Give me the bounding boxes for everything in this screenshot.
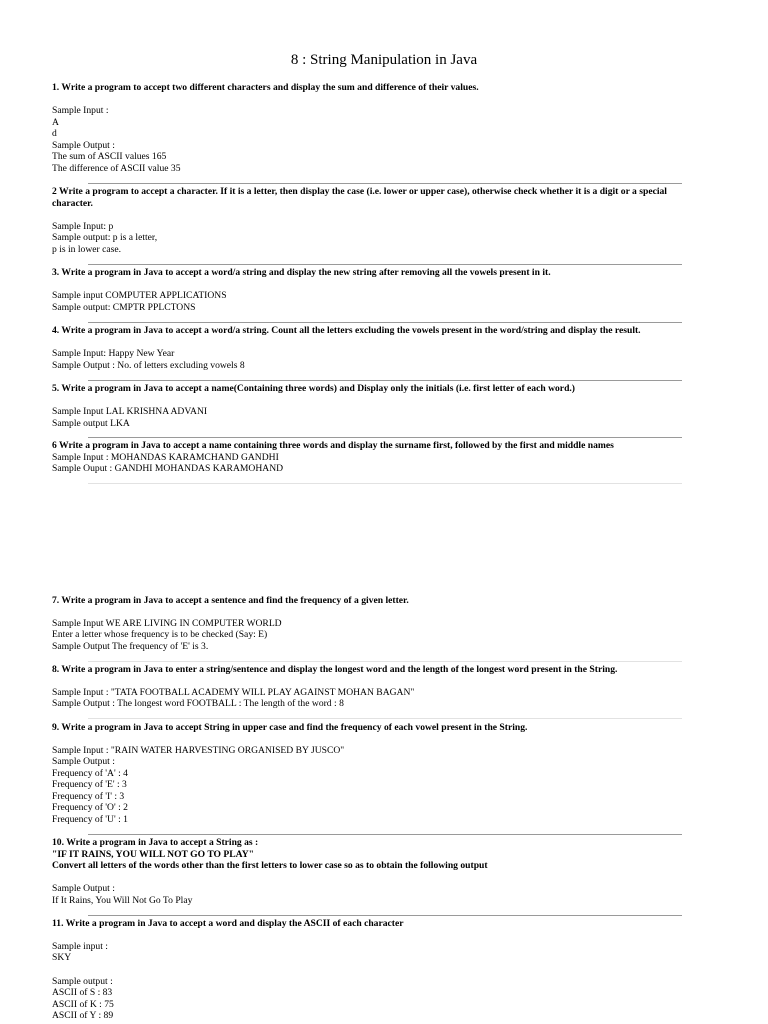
question-5: 5. Write a program in Java to accept a name(Containing three words) and Display only the initials (i.e. first letter of each word.) (52, 383, 575, 394)
question-10-quote: "IF IT RAINS, YOU WILL NOT GO TO PLAY" (52, 849, 254, 860)
answer-line: Sample Input : (52, 105, 109, 116)
section-divider (88, 437, 682, 438)
answer-line: Frequency of 'A' : 4 (52, 768, 128, 779)
answer-line: Sample Input LAL KRISHNA ADVANI (52, 406, 208, 417)
section-divider (88, 483, 682, 484)
answer-line: Frequency of 'I' : 3 (52, 791, 125, 802)
question-11: 11. Write a program in Java to accept a word and display the ASCII of each character (52, 918, 404, 929)
answer-line: Sample Output The frequency of 'E' is 3. (52, 641, 209, 652)
question-6: 6 Write a program in Java to accept a name containing three words and display the surname first, followed by the first and middle names (52, 440, 614, 451)
question-7: 7. Write a program in Java to accept a sentence and find the frequency of a given letter. (52, 595, 409, 606)
answer-line: Enter a letter whose frequency is to be checked (Say: E) (52, 629, 268, 640)
answer-line: SKY (52, 952, 72, 963)
answer-line: Sample output: p is a letter, (52, 232, 158, 243)
answer-line: A (52, 117, 59, 128)
answer-line: Sample Input WE ARE LIVING IN COMPUTER WORLD (52, 618, 282, 629)
answer-line: Sample Output : The longest word FOOTBALL : The length of the word : 8 (52, 698, 344, 709)
question-1: 1. Write a program to accept two different characters and display the sum and difference of their values. (52, 82, 479, 93)
answer-line: Sample input COMPUTER APPLICATIONS (52, 290, 227, 301)
section-divider (88, 322, 682, 323)
answer-line: Sample Output : (52, 756, 115, 767)
answer-line: Sample Ouput : GANDHI MOHANDAS KARAMOHAND (52, 463, 284, 474)
answer-line: Sample Input : "TATA FOOTBALL ACADEMY WILL PLAY AGAINST MOHAN BAGAN" (52, 687, 415, 698)
answer-line: If It Rains, You Will Not Go To Play (52, 895, 193, 906)
page-title: 8 : String Manipulation in Java (290, 52, 478, 68)
answer-line: ASCII of S : 83 (52, 987, 113, 998)
answer-line: d (52, 128, 57, 139)
section-divider (88, 183, 682, 184)
answer-line: Sample output : (52, 976, 113, 987)
question-2: 2 Write a program to accept a character. If it is a letter, then display the case (i.e. lower or upper case), otherwise check whether it is a digit or a special character. (52, 186, 667, 209)
answer-line: Sample Input : MOHANDAS KARAMCHAND GANDHI (52, 452, 279, 463)
answer-line: ASCII of K : 75 (52, 999, 114, 1010)
question-9: 9. Write a program in Java to accept String in upper case and find the frequency of each vowel present in the String. (52, 722, 528, 733)
question-10: 10. Write a program in Java to accept a String as : (52, 837, 259, 848)
answer-line: Sample output LKA (52, 418, 130, 429)
answer-line: p is in lower case. (52, 244, 122, 255)
answer-line: Frequency of 'O' : 2 (52, 802, 128, 813)
answer-line: The sum of ASCII values 165 (52, 151, 167, 162)
answer-line: Sample Input: Happy New Year (52, 348, 175, 359)
question-10-instruction: Convert all letters of the words other than the first letters to lower case so as to obtain the following output (52, 860, 488, 871)
answer-line: Sample Output : (52, 883, 115, 894)
answer-line: Sample input : (52, 941, 108, 952)
section-divider (88, 718, 682, 719)
section-divider (88, 661, 682, 662)
answer-line: Frequency of 'U' : 1 (52, 814, 128, 825)
question-3: 3. Write a program in Java to accept a word/a string and display the new string after removing all the vowels present in it. (52, 267, 551, 278)
answer-line: The difference of ASCII value 35 (52, 163, 181, 174)
section-divider (88, 264, 682, 265)
question-4: 4. Write a program in Java to accept a word/a string. Count all the letters excluding the vowels present in the word/string and display the result. (52, 325, 641, 336)
answer-line: Frequency of 'E' : 3 (52, 779, 127, 790)
section-divider (88, 834, 682, 835)
answer-line: ASCII of Y : 89 (52, 1010, 114, 1021)
answer-line: Sample Output : (52, 140, 115, 151)
question-8: 8. Write a program in Java to enter a string/sentence and display the longest word and the length of the longest word present in the String. (52, 664, 618, 675)
section-divider (88, 915, 682, 916)
section-divider (88, 380, 682, 381)
answer-line: Sample Output : No. of letters excluding vowels 8 (52, 360, 245, 371)
answer-line: Sample Input : "RAIN WATER HARVESTING ORGANISED BY JUSCO" (52, 745, 345, 756)
answer-line: Sample output: CMPTR PPLCTONS (52, 302, 196, 313)
answer-line: Sample Input: p (52, 221, 114, 232)
